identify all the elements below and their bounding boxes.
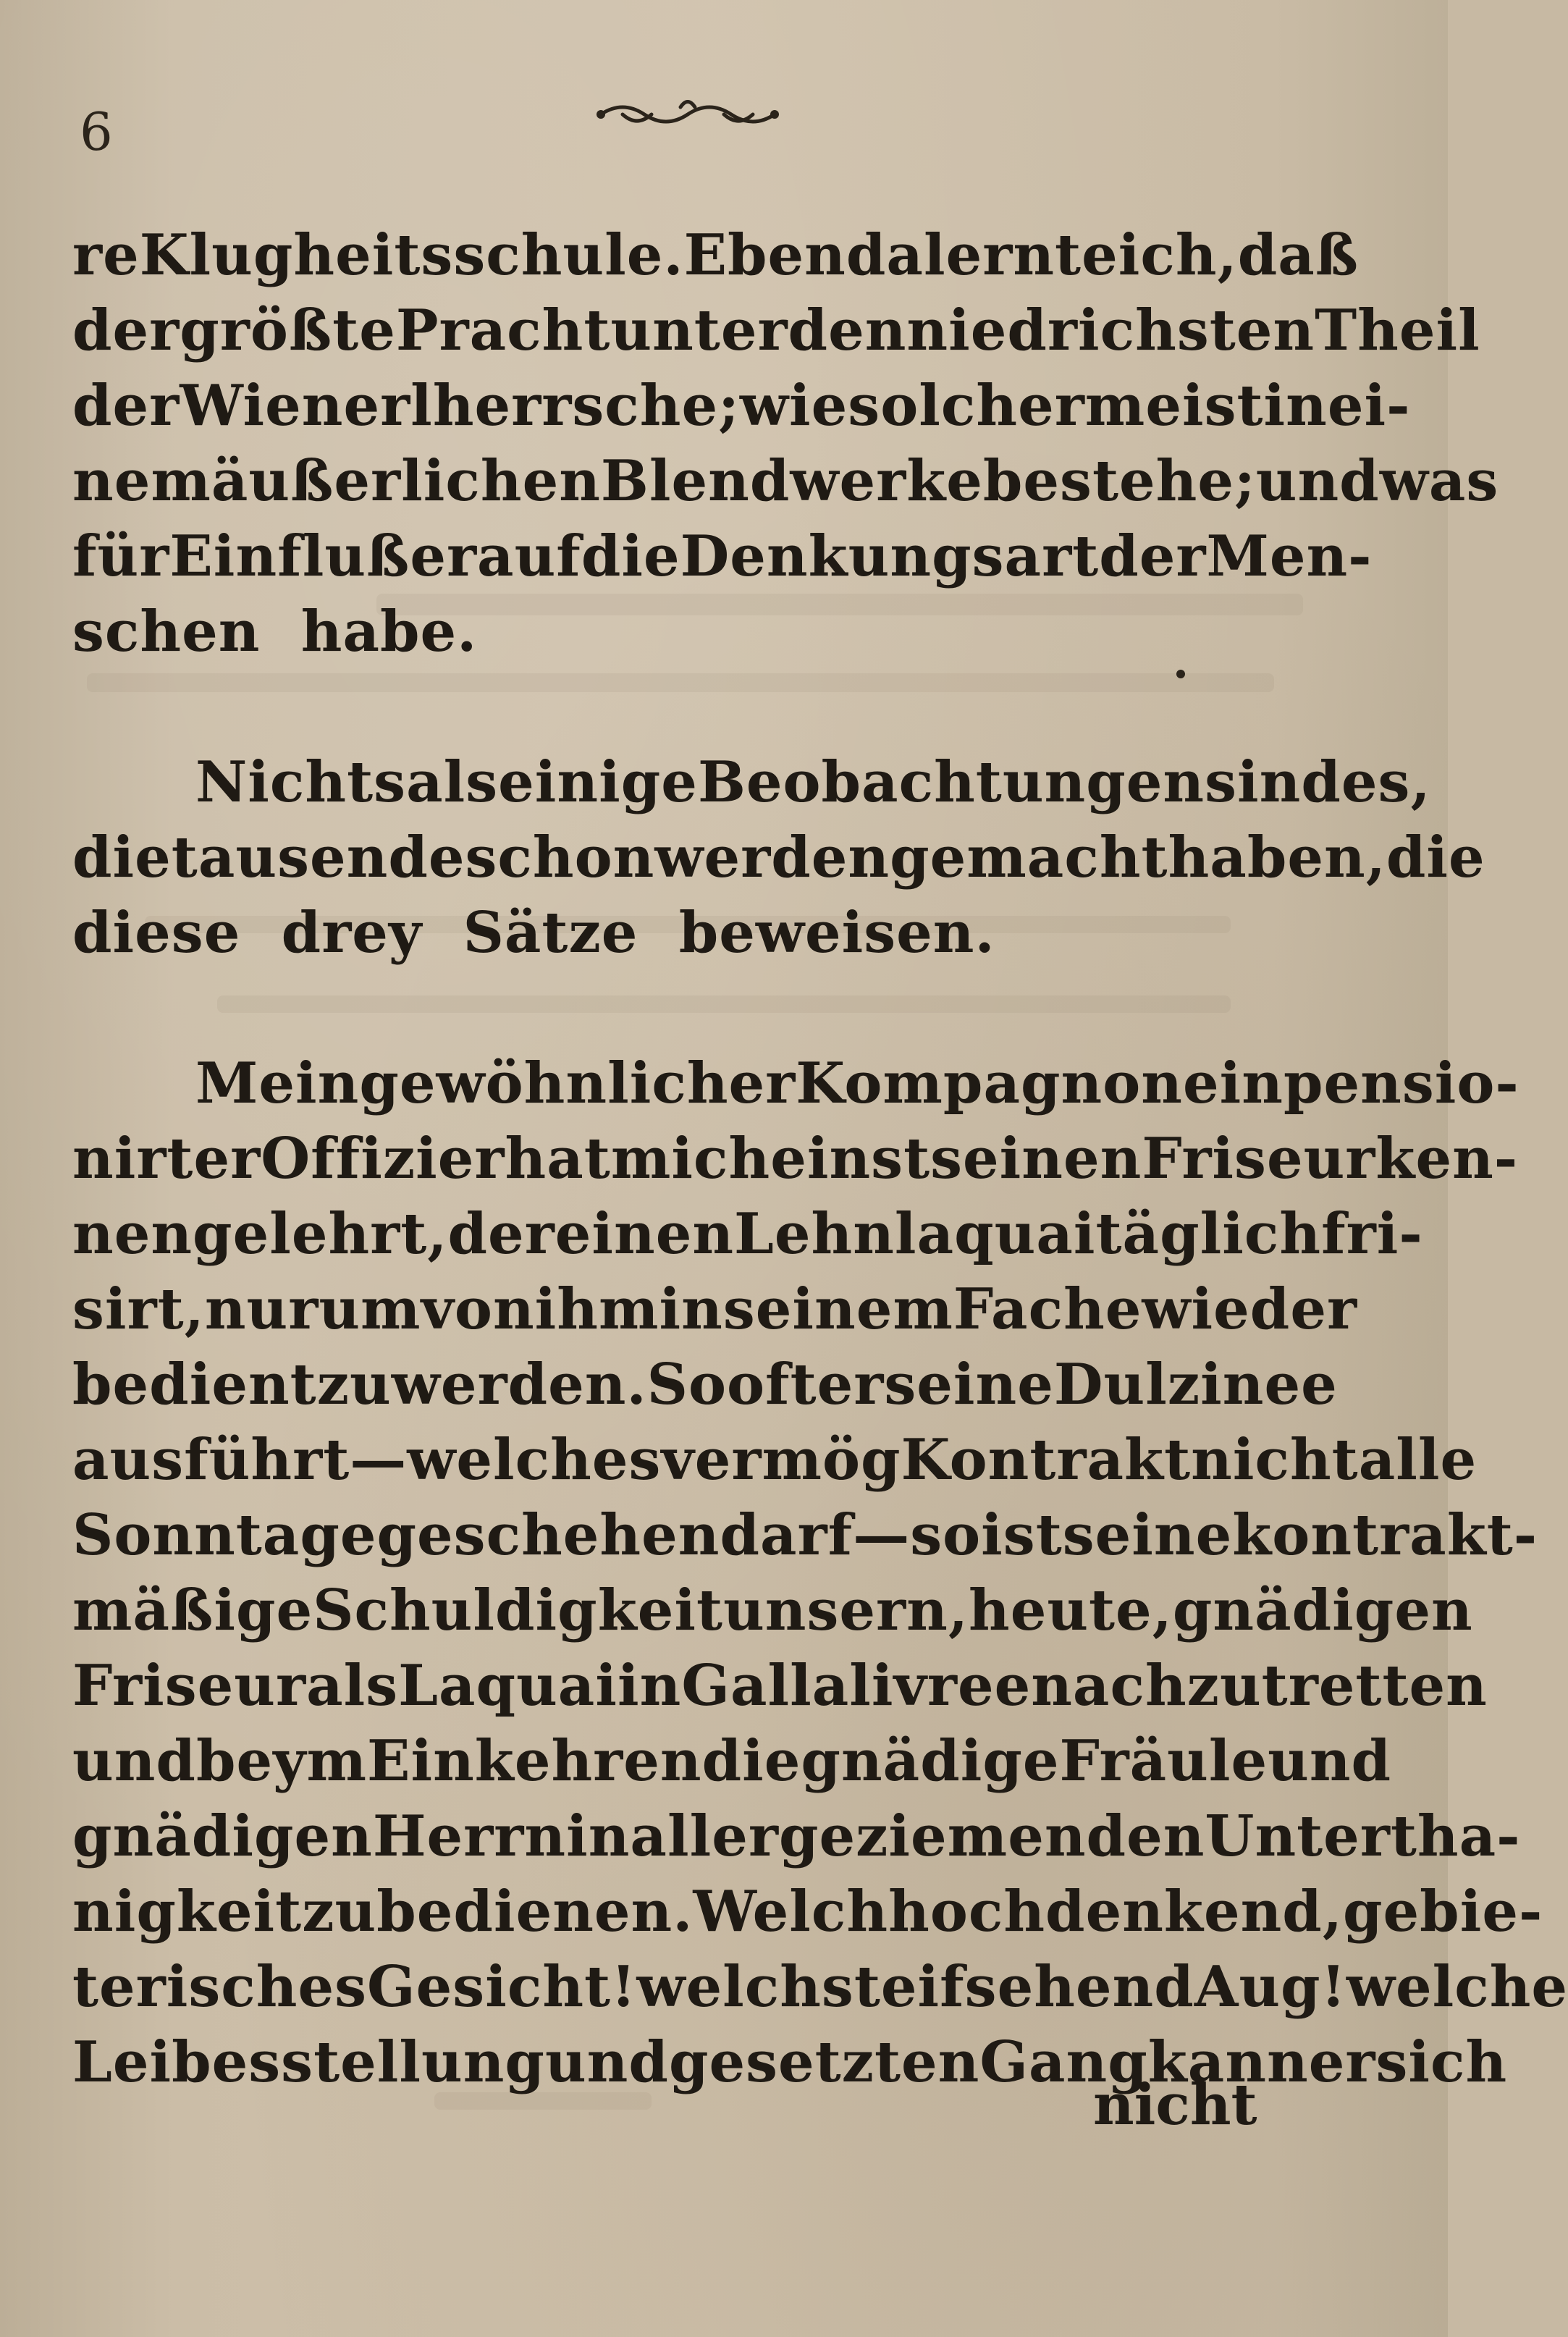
text-line	[72, 443, 1499, 518]
word: Nichts	[195, 749, 407, 815]
word: nigkeit	[72, 1878, 303, 1945]
ink-speck	[1176, 670, 1185, 678]
word: einige	[498, 749, 698, 815]
text-line	[72, 518, 1373, 594]
text-line	[72, 368, 1411, 443]
text-line	[72, 895, 1303, 970]
word: sirt,	[72, 1276, 205, 1342]
word: nachzutretten	[1031, 1652, 1488, 1719]
paragraph-gap	[72, 669, 1303, 744]
word: schen	[72, 598, 261, 665]
word: was	[1379, 447, 1499, 514]
word: geziemenden	[778, 1803, 1205, 1869]
word: Wienerl	[180, 372, 433, 439]
word: Klugheitsschule.	[139, 222, 684, 288]
text-line	[72, 1798, 1521, 1874]
word: gelehrt,	[193, 1200, 448, 1267]
word: welches	[407, 1426, 662, 1493]
word: es,	[1341, 749, 1431, 815]
word: größte	[180, 297, 396, 363]
word: bedienen.	[376, 1878, 694, 1945]
text-line	[72, 217, 1360, 292]
word: Einfluß	[169, 523, 410, 589]
word: und	[1268, 1727, 1392, 1794]
word: Gesicht!	[367, 1953, 637, 2020]
word: in	[566, 1803, 631, 1869]
word: so	[910, 1502, 982, 1568]
word: seine	[1062, 1502, 1233, 1568]
word: unsern,	[723, 1577, 969, 1643]
word: Friseur	[72, 1652, 307, 1719]
word: ei-	[1327, 372, 1411, 439]
word: gesetzten	[668, 2029, 980, 2095]
word: Dulzinee	[1053, 1351, 1338, 1418]
word: Lehnlaquai	[734, 1200, 1096, 1267]
word: mäßige	[72, 1577, 313, 1643]
word: steifsehend	[821, 1953, 1194, 2020]
word: seine	[884, 1351, 1054, 1418]
word: Welch	[693, 1878, 889, 1945]
word: Sonntage	[72, 1502, 377, 1568]
word: die	[701, 1727, 801, 1794]
word: ausführt	[72, 1426, 350, 1493]
word: Fräule	[1059, 1727, 1268, 1794]
text-line	[72, 820, 1485, 895]
word: wie	[739, 372, 848, 439]
word: in	[617, 1652, 682, 1719]
text-line	[72, 1045, 1519, 1121]
word: für	[72, 523, 170, 589]
text-line	[72, 292, 1480, 368]
word: auf	[477, 523, 581, 589]
word: beym	[195, 1727, 367, 1794]
word: ,	[1217, 222, 1238, 288]
word: bestehe;	[982, 447, 1256, 514]
word: hat	[505, 1125, 611, 1192]
page-number: 6	[80, 101, 113, 162]
catchword: nicht	[1093, 2072, 1257, 2138]
word: Kontrakt	[901, 1426, 1192, 1493]
word: gemacht	[890, 824, 1168, 890]
word: zu	[316, 1351, 392, 1418]
word: bedient	[72, 1351, 317, 1418]
word: Untertha-	[1205, 1803, 1521, 1869]
text-line	[72, 1949, 1568, 2024]
text-line	[72, 1422, 1478, 1497]
word: sich	[1375, 2029, 1508, 2095]
word: gnädigen	[1172, 1577, 1473, 1643]
word: Pracht	[395, 297, 611, 363]
text-line	[72, 744, 1431, 820]
word: in	[659, 1276, 723, 1342]
text-line	[72, 1121, 1519, 1196]
text-line	[72, 1572, 1473, 1648]
word: seinen	[930, 1125, 1142, 1192]
word: sind	[1205, 749, 1341, 815]
word: von	[421, 1276, 535, 1342]
word: tausende	[171, 824, 465, 890]
word: den	[788, 297, 907, 363]
word: hochdenkend,	[888, 1878, 1343, 1945]
paragraph-1	[72, 217, 1499, 669]
word: aller	[630, 1803, 779, 1869]
word: darf	[720, 1502, 853, 1568]
word: die	[581, 523, 680, 589]
word: Herrn	[372, 1803, 567, 1869]
word: welch	[636, 1953, 822, 2020]
word: Schuldigkeit	[313, 1577, 724, 1643]
word: terisches	[72, 1953, 368, 2020]
word: Aug!	[1194, 1953, 1346, 2020]
word: gewöhnlicher	[359, 1050, 796, 1116]
word: Gang	[979, 2029, 1148, 2095]
word: mich	[610, 1125, 771, 1192]
word: Fache	[953, 1276, 1142, 1342]
word: da	[846, 222, 924, 288]
text-line	[72, 594, 1303, 669]
word: äußerlichen	[211, 447, 601, 514]
word: nur	[204, 1276, 319, 1342]
word: er	[410, 523, 478, 589]
word: habe.	[300, 598, 478, 665]
word: Denkungsart	[680, 523, 1100, 589]
word: lernte	[923, 222, 1118, 288]
word: in	[1263, 372, 1328, 439]
word: Men-	[1206, 523, 1373, 589]
word: und	[1255, 447, 1380, 514]
word: nem	[72, 447, 211, 514]
word: vermög	[661, 1426, 901, 1493]
header-ornament-icon	[594, 93, 782, 136]
word: werden	[654, 824, 890, 890]
word: ihm	[534, 1276, 659, 1342]
word: niedrichsten	[906, 297, 1315, 363]
word: herrsche	[432, 372, 719, 439]
text-line	[72, 1497, 1538, 1572]
word: Beobachtungen	[697, 749, 1205, 815]
word: alle	[1358, 1426, 1478, 1493]
word: diese	[72, 899, 241, 966]
word: daß	[1237, 222, 1360, 288]
word: ein	[1182, 1050, 1284, 1116]
word: geschehen	[376, 1502, 720, 1568]
word: nen	[72, 1200, 193, 1267]
paragraph-2	[72, 744, 1485, 970]
word: meist	[1084, 372, 1264, 439]
word: der	[447, 1200, 555, 1267]
word: wieder	[1142, 1276, 1358, 1342]
word: und	[72, 1727, 196, 1794]
word: gnädigen	[72, 1803, 373, 1869]
word: zu	[302, 1878, 377, 1945]
word: die	[1386, 824, 1485, 890]
word: Einkehren	[367, 1727, 702, 1794]
text-line	[72, 1271, 1358, 1347]
word: beweisen.	[678, 899, 995, 966]
text-line	[72, 1347, 1338, 1422]
word: heute,	[968, 1577, 1173, 1643]
word: ken-	[1375, 1125, 1519, 1192]
word: —	[853, 1502, 911, 1568]
word: unter	[610, 297, 788, 363]
word: Eben	[683, 222, 846, 288]
word: Laquai	[398, 1652, 617, 1719]
word: ;	[718, 372, 740, 439]
word: Theil	[1315, 297, 1480, 363]
word: solcher	[848, 372, 1085, 439]
word: er	[1308, 2029, 1376, 2095]
word: kann	[1147, 2029, 1309, 2095]
word: welche	[1346, 1953, 1568, 2020]
word: oft	[726, 1351, 817, 1418]
word: werden.	[391, 1351, 647, 1418]
word: kontrakt-	[1232, 1502, 1538, 1568]
word: Gallalivree	[681, 1652, 1032, 1719]
word: als	[306, 1652, 399, 1719]
word: täglich	[1095, 1200, 1322, 1267]
word: So	[646, 1351, 727, 1418]
word: Mein	[195, 1050, 360, 1116]
paragraph-3	[72, 1045, 1568, 2100]
word: ist	[981, 1502, 1063, 1568]
word: der	[1099, 523, 1207, 589]
text-line	[72, 1723, 1392, 1798]
word: —	[350, 1426, 408, 1493]
word: drey	[281, 899, 423, 966]
word: nicht	[1191, 1426, 1359, 1493]
word: die	[72, 824, 172, 890]
text-line	[72, 1648, 1488, 1723]
body-text	[72, 217, 1568, 2100]
word: Offizier	[261, 1125, 505, 1192]
word: Friseur	[1142, 1125, 1376, 1192]
word: pensio-	[1283, 1050, 1519, 1116]
text-line	[72, 1196, 1423, 1271]
word: der	[72, 297, 180, 363]
word: der	[72, 372, 180, 439]
word: Leibesstellung	[72, 2029, 545, 2095]
word: nirter	[72, 1125, 261, 1192]
word: einst	[770, 1125, 931, 1192]
word: seinem	[722, 1276, 953, 1342]
word: Kompagnon	[796, 1050, 1183, 1116]
word: gnädige	[801, 1727, 1060, 1794]
paragraph-gap	[72, 970, 1303, 1045]
word: er	[817, 1351, 885, 1418]
word: haben,	[1168, 824, 1386, 890]
word: fri-	[1321, 1200, 1423, 1267]
word: re	[72, 222, 140, 288]
word: Sätze	[463, 899, 638, 966]
word: einen	[555, 1200, 735, 1267]
word: um	[319, 1276, 421, 1342]
word: schon	[465, 824, 655, 890]
word: und	[544, 2029, 669, 2095]
word: als	[406, 749, 499, 815]
text-line	[72, 1874, 1543, 1949]
word: Blendwerke	[600, 447, 983, 514]
word: gebie-	[1343, 1878, 1543, 1945]
word: ich	[1118, 222, 1218, 288]
